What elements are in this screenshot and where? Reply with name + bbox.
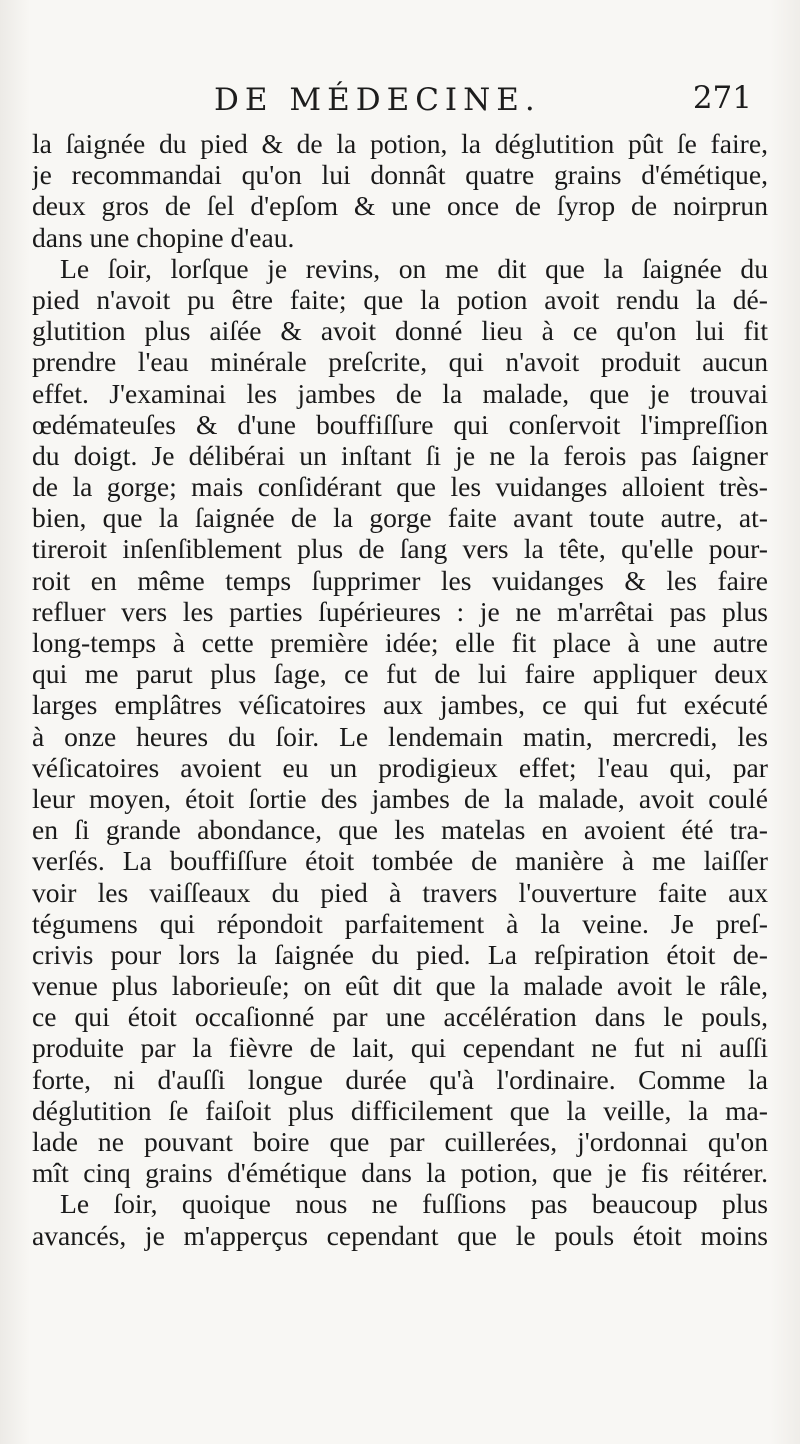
- text-line: lade ne pouvant boire que par cuillerées, j'ordonnai qu'on: [32, 1126, 768, 1157]
- body-text: [32, 128, 768, 1251]
- text-line: bien, que la ſaignée de la gorge faite avant toute autre, at-: [32, 502, 768, 534]
- text-line: venue plus laborieuſe; on eût dit que la malade avoit le râle,: [32, 970, 768, 1002]
- text-line: Le ſoir, lorſque je revins, on me dit que la ſaignée du: [60, 252, 768, 284]
- page-header: [0, 78, 800, 128]
- text-line: voir les vaiſſeaux du pied à travers l'ouverture faite aux: [32, 876, 768, 908]
- text-line: œdémateuſes & d'une bouffiſſure qui conſervoit l'impreſſion: [32, 408, 768, 440]
- page-number: 271: [692, 80, 752, 116]
- text-line: long-temps à cette première idée; elle fit place à une autre: [32, 627, 768, 658]
- text-line: refluer vers les parties ſupérieures : je ne m'arrêtai pas plus: [32, 595, 768, 627]
- text-line: avancés, je m'apperçus cependant que le pouls étoit moins: [32, 1219, 768, 1251]
- text-line: verſés. La bouffiſſure étoit tombée de manière à me laiſſer: [32, 845, 768, 877]
- text-line: tireroit inſenſiblement plus de ſang vers la tête, qu'elle pour-: [32, 533, 768, 565]
- text-line: leur moyen, étoit ſortie des jambes de la malade, avoit coulé: [32, 782, 768, 814]
- text-line: produite par la fièvre de lait, qui cependant ne fut ni auſſi: [32, 1032, 768, 1064]
- text-line: du doigt. Je délibérai un inſtant ſi je ne la ferois pas ſaigner: [32, 439, 768, 471]
- text-line: en ſi grande abondance, que les matelas en avoient été tra-: [32, 814, 768, 846]
- text-line: glutition plus aiſée & avoit donné lieu à ce qu'on lui fit: [32, 315, 768, 347]
- text-line: ce qui étoit occaſionné par une accélération dans le pouls,: [32, 1001, 768, 1033]
- text-line: effet. J'examinai les jambes de la malade, que je trouvai: [32, 377, 768, 409]
- text-line: tégumens qui répondoit parfaitement à la veine. Je preſ-: [32, 907, 768, 939]
- text-line: la ſaignée du pied & de la potion, la déglutition pût ſe faire,: [32, 128, 768, 159]
- text-line: mît cinq grains d'émétique dans la potion, que je fis réitérer.: [32, 1157, 768, 1189]
- text-line: dans une chopine d'eau.: [32, 221, 295, 253]
- text-line: crivis pour lors la ſaignée du pied. La reſpiration étoit de-: [32, 938, 768, 970]
- text-line: larges emplâtres véſicatoires aux jambes, ce qui fut exécuté: [32, 689, 768, 721]
- text-line: pied n'avoit pu être faite; que la potion avoit rendu la dé-: [32, 283, 768, 315]
- text-line: véſicatoires avoient eu un prodigieux effet; l'eau qui, par: [32, 751, 768, 783]
- text-line: deux gros de ſel d'epſom & une once de ſyrop de noirprun: [32, 190, 768, 222]
- text-line: prendre l'eau minérale preſcrite, qui n'avoit produit aucun: [32, 346, 768, 378]
- text-line: je recommandai qu'on lui donnât quatre grains d'émétique,: [32, 159, 768, 191]
- text-line: qui me parut plus ſage, ce fut de lui faire appliquer deux: [32, 658, 768, 690]
- text-line: forte, ni d'auſſi longue durée qu'à l'ordinaire. Comme la: [32, 1063, 768, 1095]
- text-line: déglutition ſe faiſoit plus difficilement que la veille, la ma-: [32, 1094, 768, 1126]
- text-line: roit en même temps ſupprimer les vuidanges & les faire: [32, 564, 768, 596]
- text-line: Le ſoir, quoique nous ne fuſſions pas beaucoup plus: [60, 1188, 768, 1220]
- text-line: à onze heures du ſoir. Le lendemain matin, mercredi, les: [32, 720, 768, 752]
- running-head: DE MÉDECINE.: [214, 82, 541, 118]
- text-line: de la gorge; mais conſidérant que les vuidanges alloient très-: [32, 471, 768, 503]
